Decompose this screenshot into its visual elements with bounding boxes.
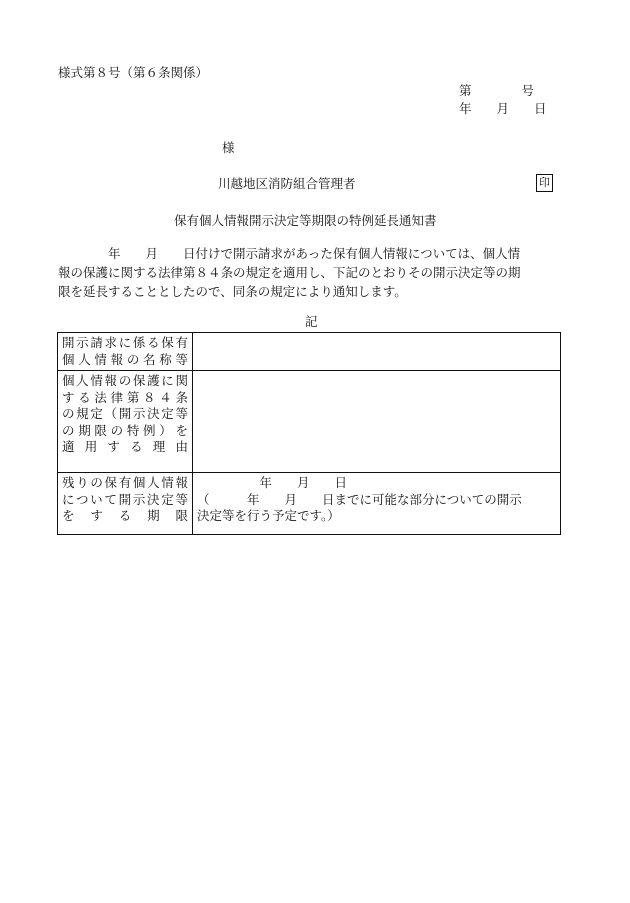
seal-mark: 印 (536, 174, 553, 192)
body-text (58, 244, 562, 301)
table-row (58, 333, 561, 371)
label-line: 個人情報の保護に関 (62, 373, 188, 388)
label-line: の規定（開示決定等 (62, 406, 188, 421)
row-label (58, 371, 193, 473)
sender-name: 川越地区消防組合管理者 (218, 176, 356, 191)
label-line: 開示請求に係る保有 (62, 335, 188, 350)
table-row (58, 371, 561, 473)
label-line: について開示決定等 (62, 491, 188, 507)
label-line: の期限の特例）を (62, 422, 188, 438)
info-table (57, 332, 561, 535)
document-date: 年 月 日 (459, 101, 547, 116)
value-line: 年 月 日 (197, 475, 348, 490)
addressee-suffix: 様 (222, 140, 235, 155)
ki-label: 記 (305, 314, 318, 329)
row-label (58, 333, 193, 371)
document-title: 保有個人情報開示決定等期限の特例延長通知書 (174, 213, 437, 228)
label-line: 適用する理由 (62, 439, 188, 454)
label-line: 残りの保有個人情報 (62, 475, 188, 490)
body-line: 限を延長することとしたので、同条の規定により通知します。 (58, 284, 407, 299)
body-line: 年 月 日付けで開示請求があった保有個人情報については、個人情 (58, 246, 521, 261)
value-line: （ 年 月 日までに可能な部分についての開示 (197, 491, 522, 507)
table-row (58, 473, 561, 535)
row-value (193, 333, 561, 371)
form-number-label: 様式第８号（第６条関係） (58, 65, 209, 80)
body-line: 報の保護に関する法律第８４条の規定を適用し、下記のとおりその開示決定等の期 (58, 265, 521, 280)
label-line: する法律第８４条 (62, 389, 188, 405)
value-line: 決定等を行う予定です。） (197, 508, 340, 523)
label-line: 個人情報の名称等 (62, 351, 188, 367)
document-number: 第 号 (459, 83, 535, 98)
label-line: をする期限 (62, 508, 188, 523)
row-label (58, 473, 193, 535)
row-value (193, 473, 561, 535)
row-value (193, 371, 561, 473)
